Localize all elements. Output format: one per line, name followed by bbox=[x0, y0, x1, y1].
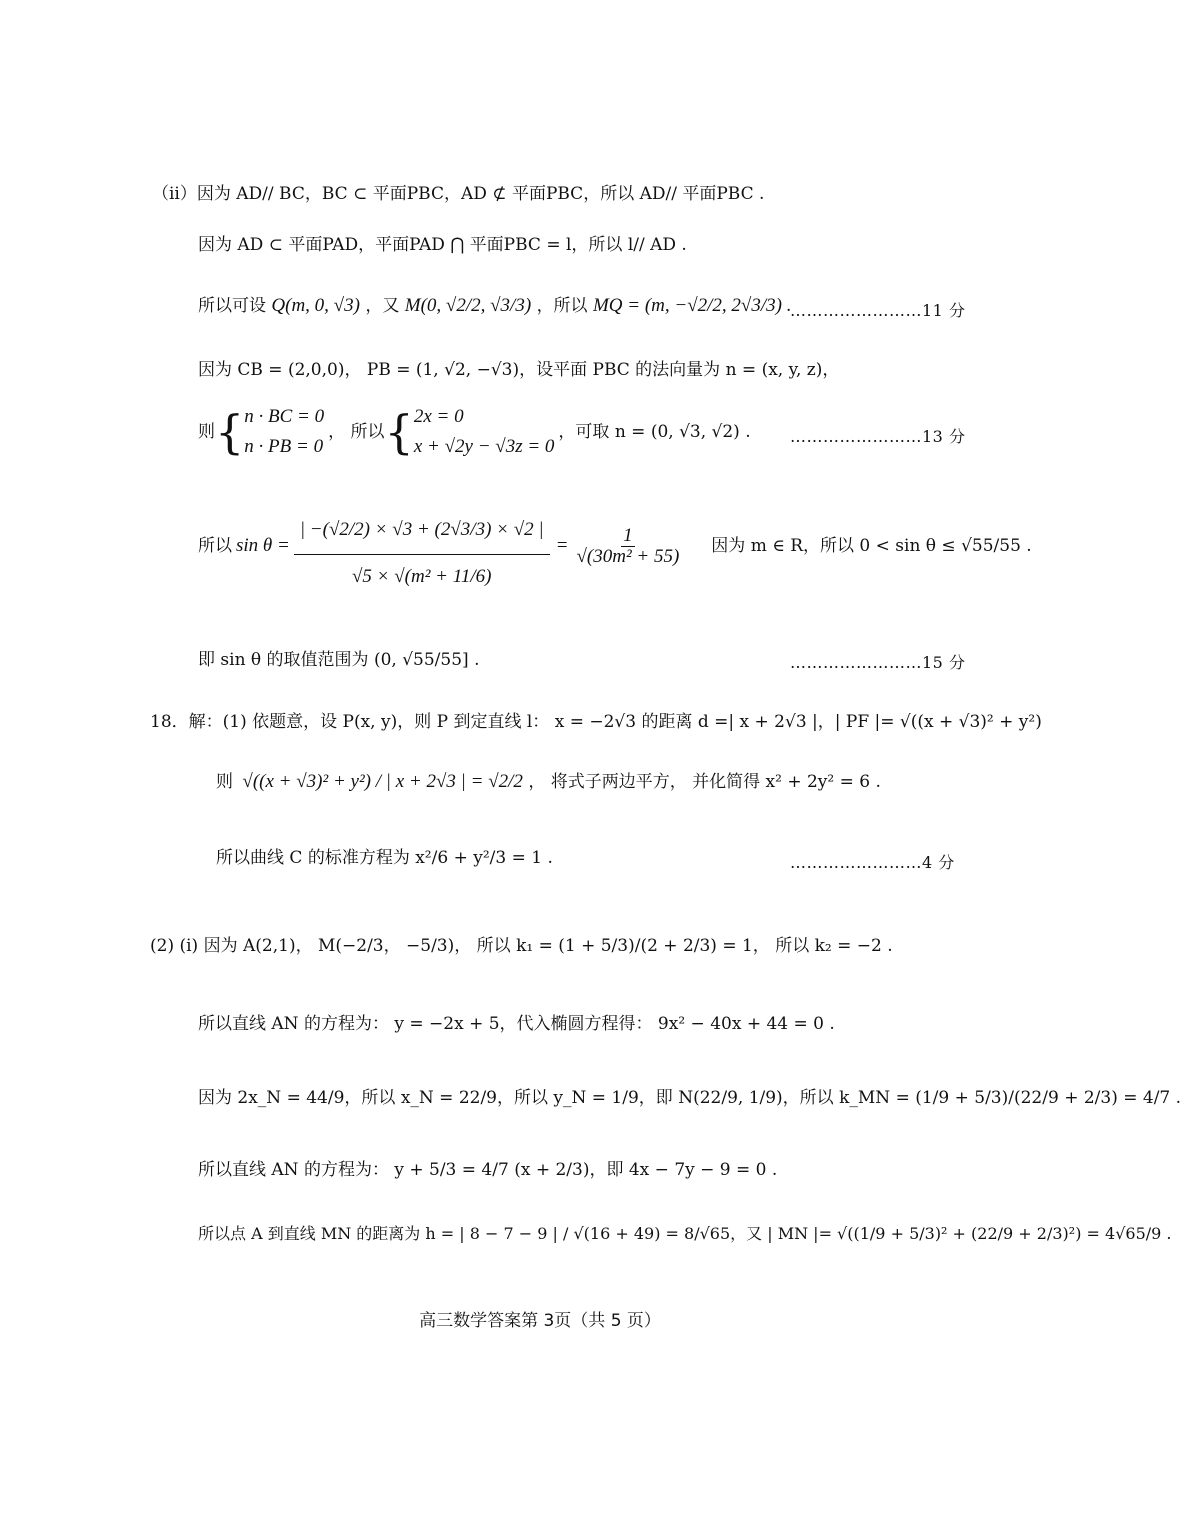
sin-theta-label: sin θ = bbox=[236, 535, 290, 556]
text-line-set-q bbox=[198, 296, 791, 316]
tail-text: ，可取 n = (0, √3, √2) . bbox=[558, 422, 751, 442]
text-line-ii: （ii）因为 AD// BC，BC ⊂ 平面PBC，AD ⊄ 平面PBC，所以 AD// 平面PBC . bbox=[152, 184, 765, 204]
prefix-suoyi: 所以 bbox=[198, 536, 232, 556]
score-11: ……………………11 分 bbox=[790, 301, 966, 320]
sin-theta-line bbox=[198, 486, 1032, 606]
ze-text-2: 则 bbox=[216, 772, 233, 792]
prefix-text: 所以可设 bbox=[198, 296, 266, 316]
equation-system-line bbox=[198, 402, 751, 462]
vector-mq: MQ = (m, −√2/2, 2√3/3) . bbox=[592, 295, 792, 316]
suoyi-text: ， 所以 bbox=[328, 422, 385, 442]
ratio-equation: √((x + √3)² + y²) / | x + 2√3 | = √2/2 bbox=[242, 771, 523, 792]
ze-text: 则 bbox=[198, 422, 215, 442]
score-15: ……………………15 分 bbox=[790, 653, 966, 672]
brace-left-2: { bbox=[384, 405, 414, 459]
case-2b: x + √2y − √3z = 0 bbox=[413, 436, 555, 457]
text-line-18: 18．解：(1) 依题意，设 P(x, y)，则 P 到定直线 l： x = −2√3 的距离 d =| x + 2√3 |，| PF |= √((x + √3)² + y²) bbox=[150, 712, 1042, 732]
numerator-2: 1 bbox=[623, 524, 633, 546]
mid-text: ，又 bbox=[365, 296, 400, 316]
text-line-distance: 所以点 A 到直线 MN 的距离为 h = | 8 − 7 − 9 | / √(16 + 49) = 8/√65，又 | MN |= √((1/9 + 5/3)² + (22/9 + 2/3)²) = 4√65/9 . bbox=[198, 1224, 1172, 1243]
square-note: ， 将式子两边平方， 并化简得 x² + 2y² = 6 . bbox=[528, 772, 881, 792]
score-4: ……………………4 分 bbox=[790, 853, 955, 872]
cases-2 bbox=[414, 402, 555, 462]
case-2a: 2x = 0 bbox=[413, 406, 464, 427]
case-1a: n · BC = 0 bbox=[244, 406, 325, 427]
sin-theta-fraction bbox=[294, 506, 550, 587]
case-1b: n · PB = 0 bbox=[244, 436, 324, 457]
text-line-an-equation: 所以直线 AN 的方程为： y = −2x + 5，代入椭圆方程得： 9x² − 40x + 44 = 0 . bbox=[198, 1014, 835, 1034]
text-line-standard-equation: 所以曲线 C 的标准方程为 x²/6 + y²/3 = 1 . bbox=[216, 848, 553, 868]
text-line-normal-vector: 因为 CB = (2,0,0)， PB = (1, √2, −√3)，设平面 PBC 的法向量为 n = (x, y, z)， bbox=[198, 360, 840, 380]
point-m: M(0, √2/2, √3/3) bbox=[404, 295, 532, 316]
page-footer: 高三数学答案第 3页（共 5 页） bbox=[419, 1311, 661, 1331]
text-line-range: 即 sin θ 的取值范围为 (0, √55/55] . bbox=[198, 650, 480, 670]
range-note: 因为 m ∈ R，所以 0 < sin θ ≤ √55/55 . bbox=[711, 536, 1032, 556]
denominator-2: √(30m² + 55) bbox=[576, 545, 680, 567]
text-line-parallel: 因为 AD ⊂ 平面PAD，平面PAD ⋂ 平面PBC = l，所以 l// AD . bbox=[198, 235, 687, 255]
point-q: Q(m, 0, √3) bbox=[271, 295, 360, 316]
text-line-n-point: 因为 2x_N = 44/9，所以 x_N = 22/9，所以 y_N = 1/9，即 N(22/9, 1/9)，所以 k_MN = (1/9 + 5/3)/(22/9 + 2/3) = 4/7 . bbox=[198, 1088, 1181, 1108]
text-line-equation bbox=[216, 772, 881, 792]
score-13: ……………………13 分 bbox=[790, 427, 966, 446]
mid-text-2: ，所以 bbox=[536, 296, 588, 316]
brace-left-1: { bbox=[215, 405, 245, 459]
text-line-part2-i: (2) (i) 因为 A(2,1)， M(−2/3， −5/3)， 所以 k₁ = (1 + 5/3)/(2 + 2/3) = 1， 所以 k₂ = −2 . bbox=[150, 936, 893, 956]
equals-sign: = bbox=[555, 535, 569, 556]
text-line-an-equation-2: 所以直线 AN 的方程为： y + 5/3 = 4/7 (x + 2/3)，即 4x − 7y − 9 = 0 . bbox=[198, 1160, 778, 1180]
cases-1 bbox=[244, 402, 324, 462]
denominator: √5 × √(m² + 11/6) bbox=[352, 565, 492, 587]
simplified-fraction bbox=[574, 526, 681, 567]
numerator: | −(√2/2) × √3 + (2√3/3) × √2 | bbox=[294, 506, 550, 555]
